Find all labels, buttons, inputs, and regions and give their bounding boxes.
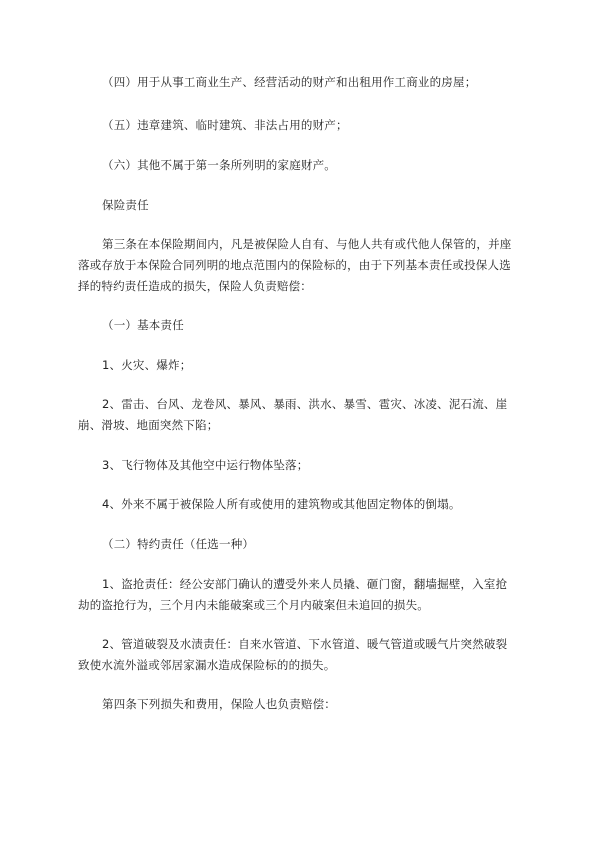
clause-4-paragraph: （四）用于从事工商业生产、经营活动的财产和出租用作工商业的房屋； (102, 75, 477, 89)
basic-liability-item-3: 3、飞行物体及其他空中运行物体坠落； (102, 458, 309, 472)
article-4-paragraph: 第四条下列损失和费用，保险人也负责赔偿： (102, 697, 336, 711)
special-liability-item-2: 2、管道破裂及水渍责任：自来水管道、下水管道、暖气管道或暖气片突然破裂致使水流外溢或邻居家漏水造成保险标的的损失。 (78, 637, 508, 672)
clause-5-paragraph: （五）违章建筑、临时建筑、非法占用的财产； (102, 118, 348, 132)
special-liability-item-1: 1、盗抢责任：经公安部门确认的遭受外来人员撬、砸门窗，翻墙掘壁，入室抢劫的盗抢行为，三个月内未能破案或三个月内破案但未追回的损失。 (78, 577, 508, 612)
section-heading-insurance-liability: 保险责任 (102, 198, 149, 212)
basic-liability-item-2: 2、雷击、台风、龙卷风、暴风、暴雨、洪水、暴雪、雹灾、冰凌、泥石流、崖崩、滑坡、地面突然下陷； (78, 397, 508, 432)
basic-liability-heading: （一）基本责任 (102, 318, 184, 332)
basic-liability-item-1: 1、火灾、爆炸； (102, 358, 192, 372)
clause-6-paragraph: （六）其他不属于第一条所列明的家庭财产。 (102, 158, 336, 172)
special-liability-heading: （二）特约责任（任选一种） (102, 537, 255, 551)
basic-liability-item-4: 4、外来不属于被保险人所有或使用的建筑物或其他固定物体的倒塌。 (102, 497, 461, 511)
article-3-paragraph: 第三条在本保险期间内，凡是被保险人自有、与他人共有或代他人保管的，并座落或存放于本保险合同列明的地点范围内的保险标的，由于下列基本责任或投保人选择的特约责任造成的损失，保险人负责赔偿： (78, 237, 512, 293)
